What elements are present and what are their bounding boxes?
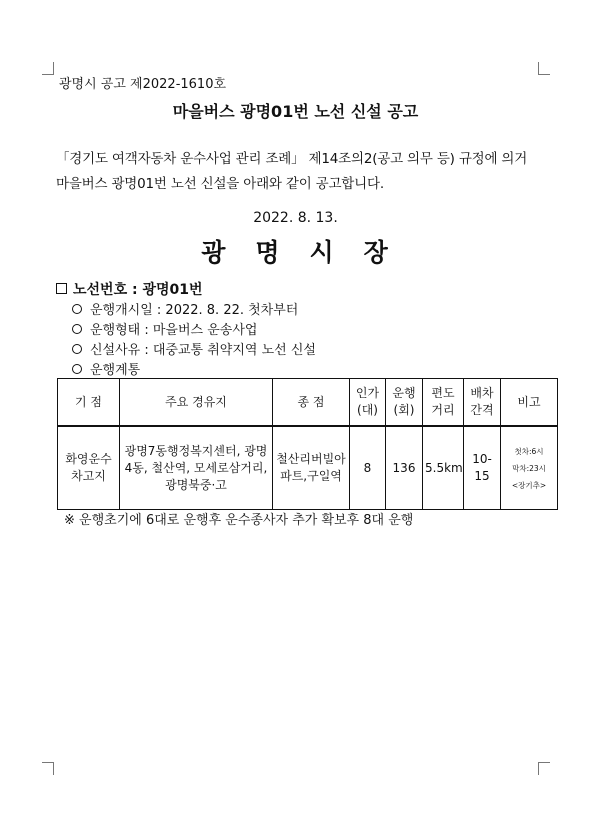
issuer — [0, 233, 591, 269]
header-destination: 종 점 — [273, 379, 350, 427]
header-authorized — [350, 379, 386, 427]
route-heading-text: 노선번호 : 광명01번 — [73, 282, 203, 298]
header-interval — [464, 379, 501, 427]
header-via: 주요 경유지 — [120, 379, 273, 427]
header-distance-text: 편도 거리 — [431, 386, 455, 417]
list-item-text: 운행개시일 : 2022. 8. 22. 첫차부터 — [90, 303, 299, 318]
crop-mark-top-left — [42, 62, 54, 75]
cell-trips: 136 — [386, 426, 423, 510]
header-authorized-text: 인가 (대) — [355, 386, 380, 417]
circle-bullet-icon — [72, 324, 82, 334]
cell-interval: 10-15 — [464, 426, 501, 510]
issuer-char: 명 — [255, 238, 282, 267]
footnote: ※ 운행초기에 6대로 운행후 운수종사자 추가 확보후 8대 운행 — [64, 513, 414, 528]
table-row — [58, 426, 558, 510]
crop-mark-bottom-left — [42, 762, 54, 775]
header-distance — [423, 379, 464, 427]
item-list — [72, 301, 316, 381]
remark-last-bus: 막차:23시 — [512, 463, 546, 473]
route-heading — [56, 279, 203, 299]
list-item-text: 운행계통 — [90, 363, 141, 378]
cell-via: 광명7동행정복지센터, 광명4동, 철산역, 모세로삼거리, 광명북중·고 — [120, 426, 273, 510]
document-title: 마을버스 광명01번 노선 신설 공고 — [172, 102, 419, 121]
issuer-char: 시 — [309, 238, 336, 267]
header-remarks: 비고 — [501, 379, 558, 427]
cell-remarks — [501, 426, 558, 510]
cell-distance: 5.5km — [423, 426, 464, 510]
notice-date: 2022. 8. 13. — [253, 210, 338, 226]
crop-mark-bottom-right — [538, 762, 550, 775]
issuer-char: 광 — [201, 238, 228, 267]
circle-bullet-icon — [72, 344, 82, 354]
cell-destination: 철산리버빌아파트,구일역 — [273, 426, 350, 510]
header-origin: 기 점 — [58, 379, 120, 427]
list-item — [72, 301, 316, 321]
notice-number: 광명시 공고 제2022-1610호 — [59, 77, 227, 92]
list-item — [72, 341, 316, 361]
table-header-row — [58, 379, 558, 427]
list-item-text: 운행형태 : 마을버스 운송사업 — [90, 323, 258, 338]
remark-first-bus: 첫차:6시 — [514, 446, 544, 456]
list-item — [72, 321, 316, 341]
header-trips-text: 운행 (회) — [392, 386, 416, 417]
square-bullet-icon — [56, 283, 67, 294]
route-table — [57, 378, 558, 510]
notice-body: 「경기도 여객자동차 운수사업 관리 조례」 제14조의2(공고 의무 등) 규정에 의거 마을버스 광명01번 노선 신설을 아래와 같이 공고합니다. — [56, 151, 528, 192]
cell-authorized: 8 — [350, 426, 386, 510]
circle-bullet-icon — [72, 304, 82, 314]
cell-origin-text: 화영운수 차고지 — [65, 452, 112, 483]
header-interval-text: 배차 간격 — [470, 386, 494, 417]
list-item-text: 신설사유 : 대중교통 취약지역 노선 신설 — [90, 343, 316, 358]
remark-note: <장기추> — [511, 480, 547, 490]
header-trips — [386, 379, 423, 427]
issuer-char: 장 — [363, 238, 390, 267]
circle-bullet-icon — [72, 364, 82, 374]
crop-mark-top-right — [538, 62, 550, 75]
cell-origin — [58, 426, 120, 510]
